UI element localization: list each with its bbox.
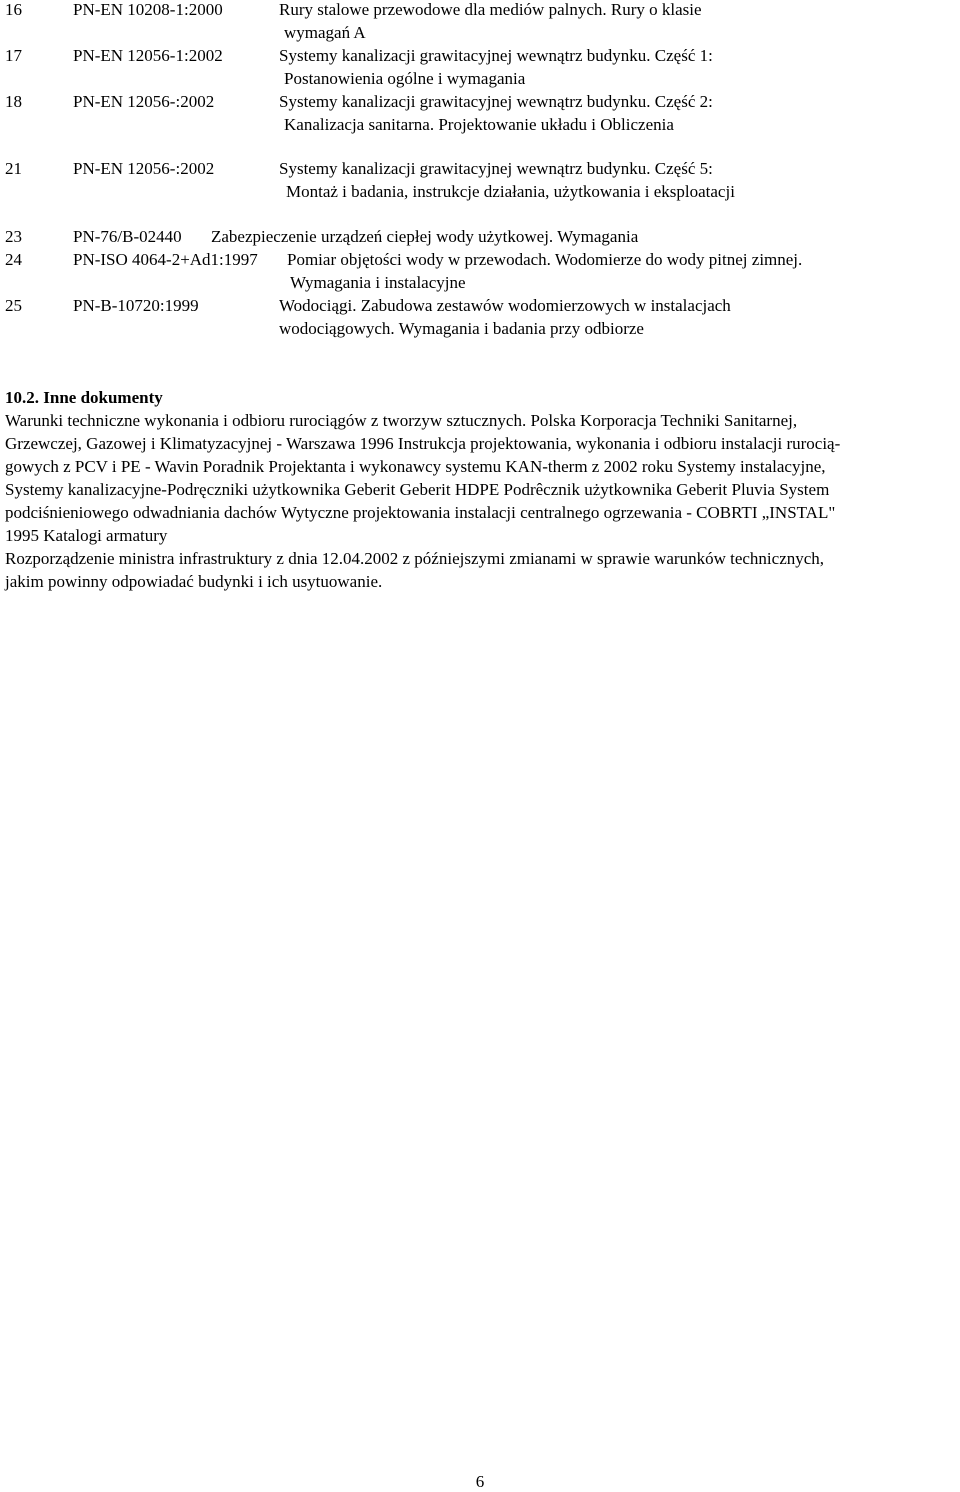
paragraph-line: Systemy kanalizacyjne-Podręczniki użytkownika Geberit Geberit HDPE Podrêcznik użytkownika Geberit Pluvia System — [5, 480, 830, 499]
standard-description-continued: wymagań A — [284, 23, 366, 42]
standard-description: Rury stalowe przewodowe dla mediów palnych. Rury o klasie — [279, 0, 702, 19]
standard-description-continued: Postanowienia ogólne i wymagania — [284, 69, 526, 88]
page-number: 6 — [475, 1472, 485, 1491]
standard-number: 16 — [5, 0, 22, 19]
paragraph-line: podciśnieniowego odwadniania dachów Wytyczne projektowania instalacji centralnego ogrzewania - COBRTI „INSTAL" — [5, 503, 836, 522]
paragraph-line: jakim powinny odpowiadać budynki i ich usytuowanie. — [5, 572, 383, 591]
standard-description: Systemy kanalizacji grawitacyjnej wewnątrz budynku. Część 5: — [279, 159, 713, 178]
standard-description: Wodociągi. Zabudowa zestawów wodomierzowych w instalacjach — [279, 296, 731, 315]
standard-description: Systemy kanalizacji grawitacyjnej wewnątrz budynku. Część 1: — [279, 46, 713, 65]
standard-code: PN-EN 12056-:2002 — [73, 159, 215, 178]
paragraph-line: Warunki techniczne wykonania i odbioru rurociągów z tworzyw sztucznych. Polska Korporacja Techniki Sanitarnej, — [5, 411, 798, 430]
standard-number: 24 — [5, 250, 22, 269]
standard-code: PN-EN 12056-1:2002 — [73, 46, 223, 65]
standard-code: PN-EN 12056-:2002 — [73, 92, 215, 111]
standard-description-continued: wodociągowych. Wymagania i badania przy odbiorze — [279, 319, 644, 338]
standard-code: PN-B-10720:1999 — [73, 296, 199, 315]
paragraph-line: Rozporządzenie ministra infrastruktury z dnia 12.04.2002 z późniejszymi zmianami w sprawie warunków technicznych, — [5, 549, 825, 568]
standard-description: Zabezpieczenie urządzeń ciepłej wody użytkowej. Wymagania — [211, 227, 639, 246]
standard-code: PN-EN 10208-1:2000 — [73, 0, 223, 19]
standard-description-continued: Kanalizacja sanitarna. Projektowanie układu i Obliczenia — [284, 115, 674, 134]
paragraph-line: 1995 Katalogi armatury — [5, 526, 168, 545]
standard-description: Systemy kanalizacji grawitacyjnej wewnątrz budynku. Część 2: — [279, 92, 713, 111]
standard-description: Pomiar objętości wody w przewodach. Wodomierze do wody pitnej zimnej. — [287, 250, 803, 269]
standard-number: 25 — [5, 296, 22, 315]
standard-number: 18 — [5, 92, 22, 111]
section-heading: 10.2. Inne dokumenty — [5, 388, 163, 407]
paragraph-line: gowych z PCV i PE - Wavin Poradnik Projektanta i wykonawcy systemu KAN-therm z 2002 roku Systemy instalacyjne, — [5, 457, 826, 476]
paragraph-line: Grzewczej, Gazowej i Klimatyzacyjnej - Warszawa 1996 Instrukcja projektowania, wykonania i odbioru instalacji rurocią- — [5, 434, 841, 453]
standard-description-continued: Montaż i badania, instrukcje działania, użytkowania i eksploatacji — [286, 182, 735, 201]
standard-code: PN-76/B-02440 — [73, 227, 182, 246]
standard-number: 17 — [5, 46, 22, 65]
standard-code: PN-ISO 4064-2+Ad1:1997 — [73, 250, 258, 269]
standard-number: 21 — [5, 159, 22, 178]
standard-description-continued: Wymagania i instalacyjne — [290, 273, 466, 292]
standard-number: 23 — [5, 227, 22, 246]
